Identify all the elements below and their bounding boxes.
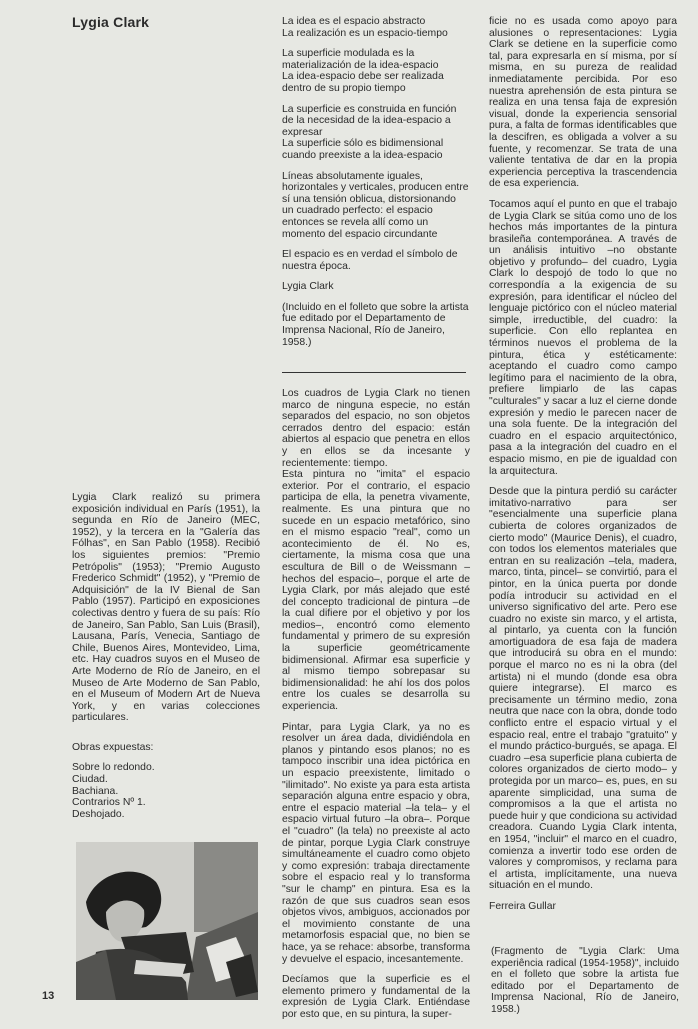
essay-column-1 <box>282 388 470 1029</box>
essay-paragraph: Tocamos aquí el punto en que el trabajo de Lygia Clark se sitúa como uno de los hechos más importantes de la pintura brasileña contemporánea. A través de un análisis intuitivo –no obstante objetivo y profundo– del cuadro, Lygia Clark lo despojó de todo lo que no correspondía a la exigencia de su expresión, para identificar el núcleo del lenguaje pictórico con el núcleo material simple, irreductible, del cuadro: la superficie. Con ello replantea en términos nuevos el problema de la pintura, ética y estéticamente: aceptando el cuadro como campo legítimo para el nacimiento de la obra, prefiere limpiarlo de las capas "culturales" y sacar a luz el cierne donde expresión y medio le parecen nacer de una sola fuente. De la integración del cuadro en el espacio arquitectónico, pasa a la integración del cuadro en el espacio mismo, en pie de igualdad con la arquitectura. <box>489 198 677 477</box>
essay-paragraph: Decíamos que la superficie es el elemento primero y fundamental de la expresión de Lygia Clark. Entiéndase por esto que, en su pintura, la super- <box>282 974 470 1020</box>
works-item: Deshojado. <box>72 808 125 820</box>
essay-paragraph: Pintar, para Lygia Clark, ya no es resolver un área dada, dividiéndola en planos y pintando esos planos; no es tampoco inscribir una idea pictórica en un espacio preexistente, limitado o "ilimitado". No existe ya para esta artista separación alguna entre espacio y obra, entre el espacio material –la tela– y el espacio virtual futuro –la obra–. Porque el "cuadro" (la tela) no preexiste al acto de pintar, porque Lygia Clark construye simultáneamente el cuadro como objeto y como expresión: trabaja directamente sobre el espacio real y lo transforma "sur le champ" en pintura. Esa es la razón de que sus cuadros sean esos objetos vivos, ambiguos, accionados por el movimiento constante de una metamorfosis espacial que, no bien se hace, ya se rehace: absorbe, transforma y devuelve el espacio, incesantemente. <box>282 721 470 965</box>
manifesto-source: (Incluido en el folleto que sobre la artista fue editado por el Departamento de Imprensa Nacional, Río de Janeiro, 1958.) <box>282 301 469 348</box>
bio-paragraph: Lygia Clark realizó su primera exposición individual en París (1951), la segunda en Río de Janeiro (MEC, 1952), y la tercera en la "Galería das Fólhas", en San Pablo (1958). Recibió los siguientes premios: "Premio Petrópolis" (1953); "Premio Augusto Frederico Schmidt" (1952), y "Premio de Adquisición" de la IV Bienal de San Pablo (1957). Participó en exposiciones colectivas dentro y fuera de su país: Río de Janeiro, San Pablo, San Luis (Brasil), Lausana, París, Venecia, Santiago de Chile, Buenos Aires, Montevideo, Lima, etc. Hay cuadros suyos en el Museo de Arte Moderno de Río de Janeiro, en el Museo de Arte Moderno de San Pablo, en el Museum of Modern Art de Nueva York, y en varias colecciones particulares. <box>72 492 260 724</box>
manifesto-paragraph: La idea es el espacio abstracto La realización es un espacio-tiempo <box>282 16 448 39</box>
divider <box>282 372 466 373</box>
essay-paragraph: Desde que la pintura perdió su carácter imitativo-narrativo para ser "esencialmente una superficie plana cubierta de colores organizados de cierto modo" (Maurice Denis), el cuadro, con todos los elementos materiales que entran en su realización –tela, madera, marco, tinta, pincel– se convirtió, para el pintor, en la única puerta por donde podía introducir su actividad en el universo significativo del arte. Pero ese cuadro no existe sin marco, y el artista, al pintarlo, ya cuenta con la función amortiguadora de esa faja de madera que introducirá su obra en el mundo: porque el marco no es ni la obra (del artista) ni el mundo (donde esa obra quiere integrarse). El marco es precisamente un término medio, zona neutra que nace con la obra, donde todo conflicto entre el espacio virtual y el espacio real, entre el trabajo "gratuito" y el mundo práctico-burgués, se apaga. El cuadro –esa superficie plana cubierta de colores organizados de cierto modo– y protegida por un marco– es, pues, en su aparente simplicidad, una suma de compromisos a la que el artista no puede huir y que condiciona su actividad creadora. Cuando Lygia Clark intenta, en 1954, "incluir" el marco en el cuadro, comienza a invertir todo ese orden de valores y compromisos, y reclama para el artista, implícitamente, una nueva situación en el mundo. <box>489 486 677 892</box>
manifesto-paragraph: La superficie es construida en función de la necesidad de la idea-espacio a expresar La superficie sólo es bidimensional cuando preexiste a la idea-espacio <box>282 103 457 161</box>
works-item: Bachiana. <box>72 785 119 797</box>
essay-paragraph: Los cuadros de Lygia Clark no tienen marco de ninguna especie, no están separados del espacio, no son objetos cerrados dentro del espacio: están abiertos al espacio que penetra en ellos y en ellos se da incesante y recientemente: tiempo. Esta pintura no "imita" el espacio exterior. Por el contrario, el espacio participa de ella, la penetra vivamente, realmente. Es una pintura que no sucede en un espacio metafórico, sino en el mismo espacio "real", como un acontecimiento de él. No es, ciertamente, la misma cosa que una escultura de Bill o de Weissmann –hechos del espacio–, porque el arte de Lygia Clark, por más alejado que esté del concepto tradicional de pintura –de la cual difiere por el objetivo y por los medios–, encontró como elemento fundamental y primero de su expresión la superficie geométricamente bidimensional. Afirmar esa superficie y al mismo tiempo sobrepasar su bidimensionalidad: he ahí los dos polos entre los cuales se desarrolla su experiencia. <box>282 388 470 713</box>
manifesto-paragraph: La superficie modulada es la materialización de la idea-espacio La idea-espacio debe ser realizada dentro de su propio tiempo <box>282 48 444 94</box>
manifesto-signature: Lygia Clark <box>282 281 334 293</box>
works-item: Sobre lo redondo. <box>72 762 155 774</box>
works-item: Ciudad. <box>72 774 108 786</box>
artist-photo-image <box>76 842 258 1000</box>
page-number: 13 <box>42 990 55 1002</box>
bio-column <box>72 492 260 820</box>
manifesto-paragraph: Líneas absolutamente iguales, horizontales y verticales, producen entre sí una tensión oblicua, distorsionando un cuadrado perfecto: el espacio entonces se revela allí como un momento del espacio circundante <box>282 170 469 240</box>
essay-column-2 <box>489 16 677 922</box>
source-credit: (Fragmento de "Lygia Clark: Uma experiência radical (1954-1958)", incluido en el folleto que sobre la artista fue editado por el Departamento de Imprensa Nacional, Río de Janeiro, 1958.) <box>491 946 679 1015</box>
artist-photo <box>76 842 258 1000</box>
works-list <box>72 762 260 820</box>
page-title: Lygia Clark <box>72 14 150 30</box>
works-item: Contrarios Nº 1. <box>72 797 146 809</box>
essay-paragraph: ficie no es usada como apoyo para alusiones o representaciones: Lygia Clark se detiene en la superficie como tal, para expresarla en sí misma, por sí misma, en su pureza de realidad inmediatamente percibida. Por eso nuestra aprehensión de esta pintura se realiza en una tensa faja de expresión visual, donde la experiencia sensorial pura, a falta de formas identificables que la descifren, es obligada a volver a su fuente, y recomenzar. Se trata de una valiente tentativa de dar en la propia experiencia perceptiva la trascendencia de esa experiencia. <box>489 16 677 190</box>
essay-signature: Ferreira Gullar <box>489 900 556 912</box>
manifesto-paragraph: El espacio es en verdad el símbolo de nuestra época. <box>282 249 458 272</box>
manifesto-column <box>282 16 470 357</box>
works-heading: Obras expuestas: <box>72 741 154 753</box>
